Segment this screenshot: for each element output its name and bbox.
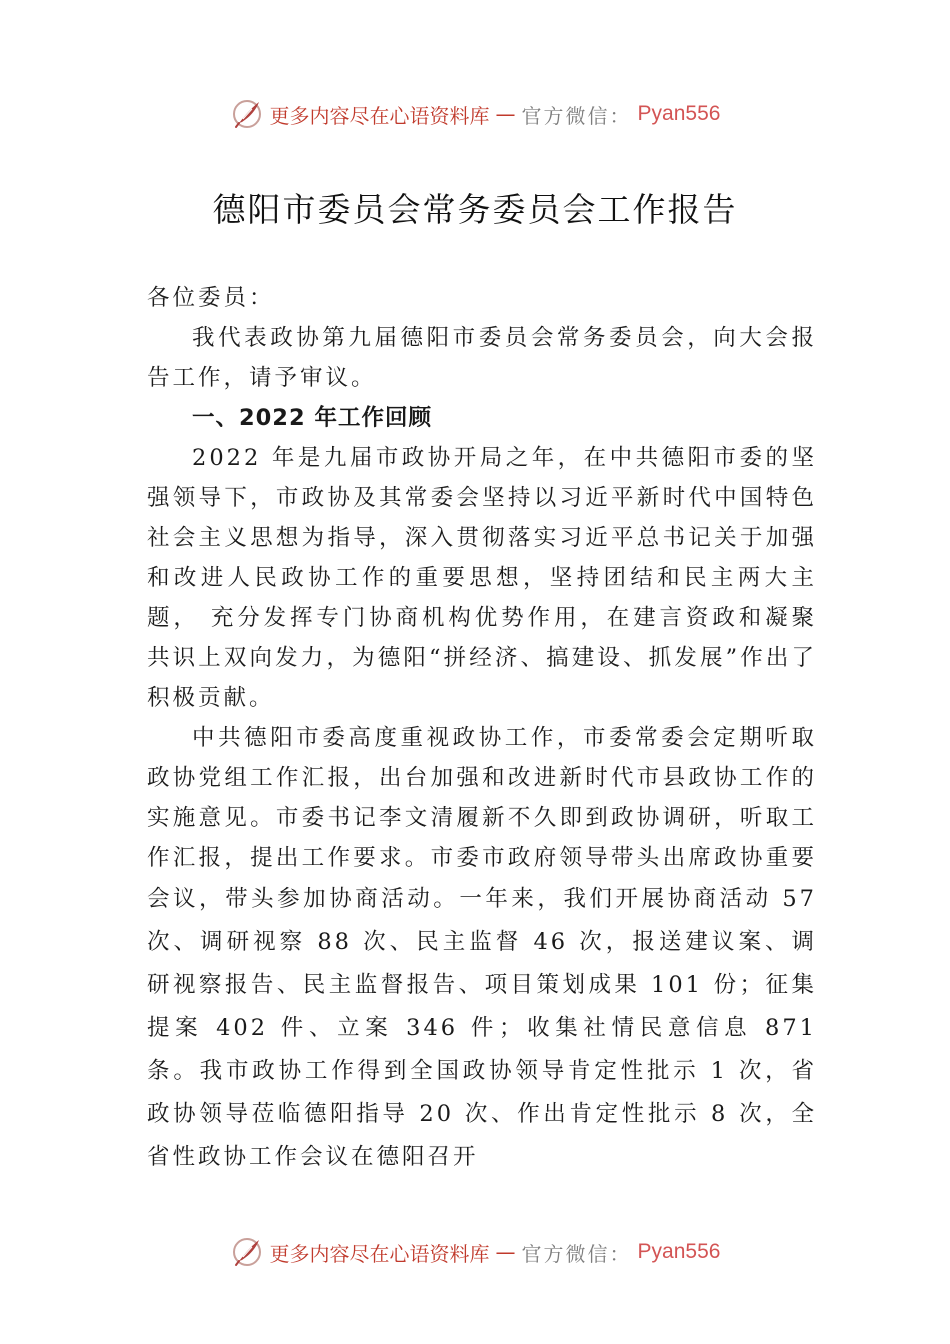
watermark-brand-text: 更多内容尽在心语资料库 bbox=[269, 103, 490, 128]
intro-paragraph: 我代表政协第九届德阳市委员会常务委员会，向大会报告工作，请予审议。 bbox=[147, 325, 817, 391]
watermark-dash: — bbox=[495, 1240, 516, 1264]
salutation: 各位委员： bbox=[147, 285, 275, 311]
document-body bbox=[147, 278, 817, 1179]
watermark-brand-text: 更多内容尽在心语资料库 bbox=[269, 1241, 490, 1266]
watermark-wechat-label: 官方微信： bbox=[521, 1241, 632, 1266]
watermark-wechat-label: 官方微信： bbox=[521, 103, 632, 128]
section-heading: 一、2022 年工作回顾 bbox=[192, 405, 432, 431]
paragraph-overview: 2022 年是九届市政协开局之年，在中共德阳市委的坚强领导下，市政协及其常委会坚持以习近平新时代中国特色社会主义思想为指导，深入贯彻落实习近平总书记关于加强和改进人民政协工作的重要思想，坚持团结和民主两大主题， 充分发挥专门协商机构优势作用，在建言资政和凝聚共识上双向发力，为德阳“拼经济、搞建设、抓发展”作出了积极贡献。 bbox=[147, 445, 817, 711]
feather-pen-logo-icon bbox=[230, 1235, 264, 1269]
watermark-group-footer bbox=[230, 1235, 721, 1269]
watermark-wechat-id: Pyan556 bbox=[637, 1240, 721, 1263]
watermark-wechat-id: Pyan556 bbox=[637, 102, 721, 125]
paragraph-statistics-text: 一年来，我们开展协商活动 57 次、调研视察 88 次、民主监督 46 次，报送建议案、调研视察报告、民主监督报告、项目策划成果 101 份；征集提案 402 件、立案 346 件；收集社情民意信息 871 条。我市政协工作得到全国政协领导肯定性批示 1 次，省政协领导莅临德阳指导 20 次、作出肯定性批示 8 次，全省性政协工作会议在德阳召开 bbox=[147, 886, 817, 1170]
feather-pen-logo-icon bbox=[230, 97, 264, 131]
watermark-group bbox=[230, 97, 721, 131]
watermark-footer bbox=[0, 1232, 950, 1272]
document-title: 德阳市委员会常务委员会工作报告 bbox=[212, 190, 738, 229]
watermark-header bbox=[0, 94, 950, 134]
paragraph-party-support-text: 中共德阳市委高度重视政协工作，市委常委会定期听取政协党组工作汇报，出台加强和改进新时代市县政协工作的实施意见。市委书记李文清履新不久即到政协调研，听取工作汇报，提出工作要求。市委市政府领导带头出席政协重要会议，带头参加协商活动。 bbox=[147, 725, 817, 912]
watermark-dash: — bbox=[495, 102, 516, 126]
paragraph-party-support bbox=[147, 718, 817, 1179]
